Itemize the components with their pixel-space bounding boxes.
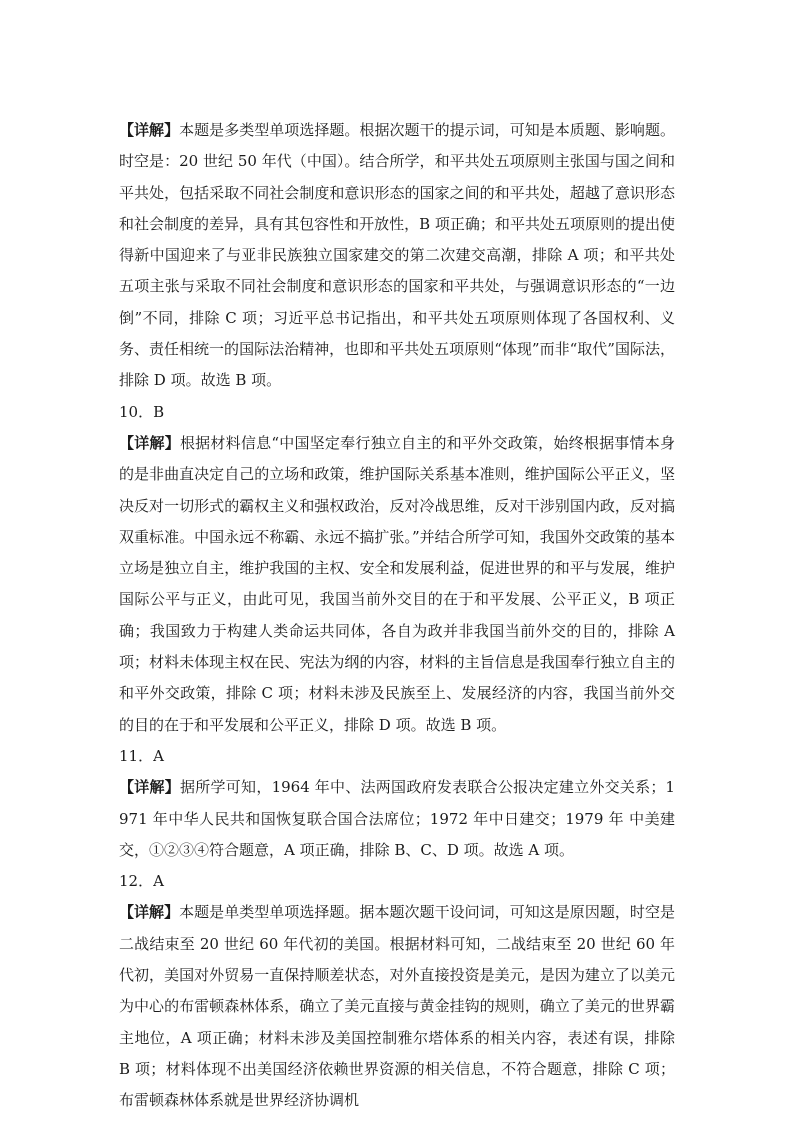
explanation-text: 本题是单类型单项选择题。据本题次题干设问词，可知这是原因题，时空是二战结束至 20 世纪 60 年代初的美国。根据材料可知，二战结束至 20 世纪 60 年代初，美国对外贸易一直保持顺差状态，对外直接投资是美元，是因为建立了以美元为中心的布雷顿森林体系，确立了美元直接与黄金挂钩的规则，确立了美元的世界霸主地位，A 项正确；材料未涉及美国控制雅尔塔体系的相关内容，表述有误，排除 B 项；材料体现不出美国经济依赖世界资源的相关信息，不符合题意，排除 C 项；布雷顿森林体系就是世界经济协调机: [119, 903, 675, 1110]
detail-tag: 【详解】: [119, 121, 180, 139]
explanation-paragraph: [119, 897, 675, 1116]
explanation-text: 本题是多类型单项选择题。根据次题干的提示词，可知是本质题、影响题。时空是：20 世纪 50 年代（中国）。结合所学，和平共处五项原则主张国与国之间和平共处，包括采取不同社会制度和意识形态的国家之间的和平共处，超越了意识形态和社会制度的差异，具有其包容性和开放性，B 项正确；和平共处五项原则的提出使得新中国迎来了与亚非民族独立国家建交的第二次建交高潮，排除 A 项；和平共处五项主张与采取不同社会制度和意识形态的国家和平共处，与强调意识形态的“一边倒”不同，排除 C 项；习近平总书记指出，和平共处五项原则体现了各国权利、义务、责任相统一的国际法治精神，也即和平共处五项原则“体现”而非“取代”国际法，排除 D 项。故选 B 项。: [119, 121, 675, 390]
explanation-text: 据所学可知，1964 年中、法两国政府发表联合公报决定建立外交关系；1971 年中华人民共和国恢复联合国合法席位；1972 年中日建交；1979 年 中美建交，①②③④符合题意，A 项正确，排除 B、C、D 项。故选 A 项。: [119, 778, 675, 859]
answer-heading: 11．A: [119, 746, 164, 765]
explanation-paragraph: [119, 772, 675, 866]
detail-tag: 【详解】: [119, 903, 180, 922]
answer-heading: 12．A: [119, 872, 164, 891]
detail-tag: 【详解】: [119, 778, 181, 797]
explanation-paragraph: [119, 115, 675, 397]
answer-heading: 10．B: [119, 402, 165, 421]
explanation-text: 根据材料信息“中国坚定奉行独立自主的和平外交政策，始终根据事情本身的是非曲直决定自己的立场和政策，维护国际关系基本准则，维护国际公平正义，坚决反对一切形式的霸权主义和强权政治，反对冷战思维，反对干涉别国内政，反对搞双重标准。中国永远不称霸、永远不搞扩张。”并结合所学可知，我国外交政策的基本立场是独立自主，维护我国的主权、安全和发展利益，促进世界的和平与发展，维护国际公平与正义，由此可见，我国当前外交目的在于和平发展、公平正义，B 项正确；我国致力于构建人类命运共同体，各自为政并非我国当前外交的目的，排除 A 项；材料未体现主权在民、宪法为纲的内容，材料的主旨信息是我国奉行独立自主的和平外交政策，排除 C 项；材料未涉及民族至上、发展经济的内容，我国当前外交的目的在于和平发展和公平正义，排除 D 项。故选 B 项。: [119, 433, 675, 734]
explanation-paragraph: [119, 428, 675, 741]
detail-tag: 【详解】: [119, 433, 180, 452]
answer-explanations: [119, 115, 675, 1117]
